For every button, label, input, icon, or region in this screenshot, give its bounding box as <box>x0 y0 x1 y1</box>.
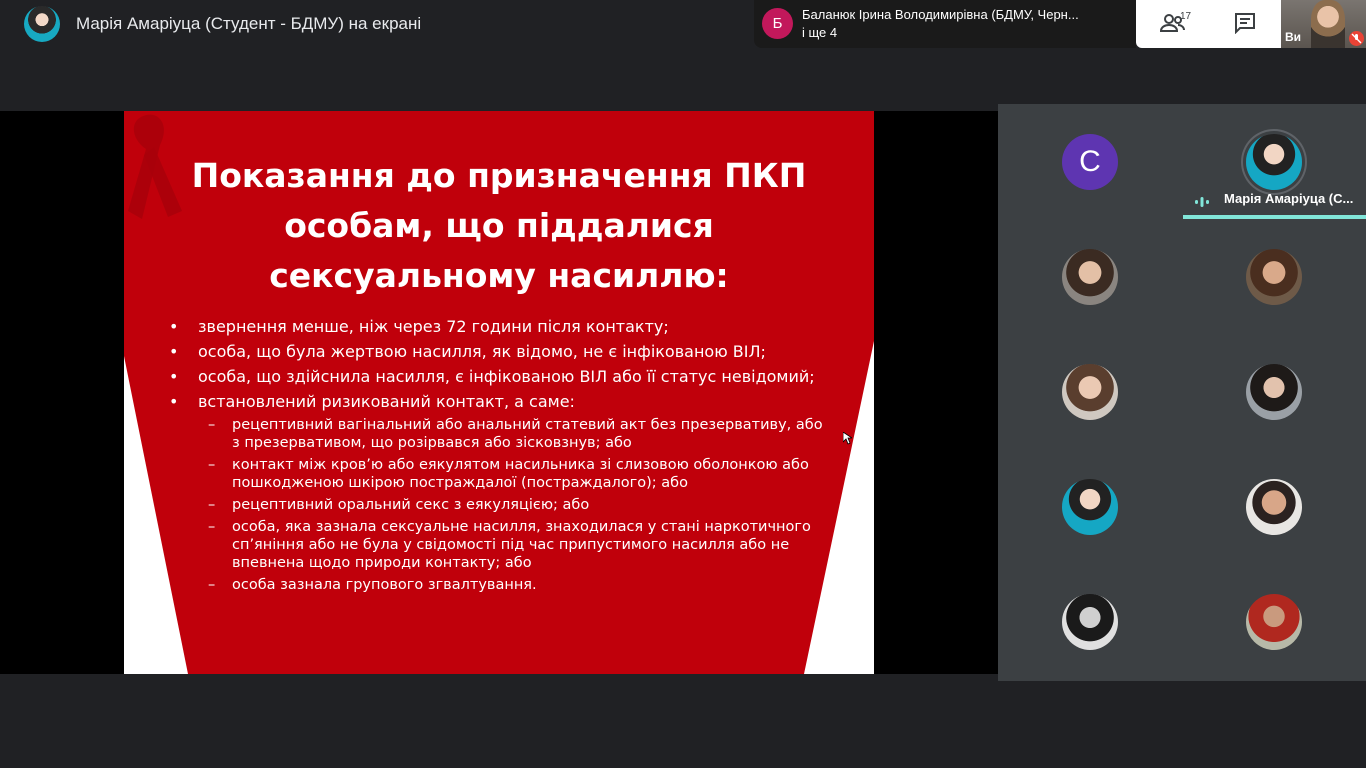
mic-off-badge <box>1349 31 1364 46</box>
slide-bullet-list <box>169 317 829 600</box>
participants-grid <box>998 104 1366 681</box>
slide-bullet: • особа, що здійснила насилля, є інфікованою ВІЛ або її статус невідомий; <box>169 367 829 386</box>
participant-tile[interactable] <box>998 564 1182 679</box>
self-label: Ви <box>1285 30 1302 44</box>
participant-tile[interactable] <box>998 449 1182 564</box>
slide-sub-bullet: – особа зазнала групового згвалтування. <box>208 576 829 594</box>
slide-title: Показання до призначення ПКП особам, що піддалися сексуальному насиллю: <box>191 156 807 295</box>
notification-name: Баланюк Ірина Володимирівна (БДМУ, Черн... <box>802 7 1079 22</box>
participant-tile[interactable] <box>1182 449 1366 564</box>
bottom-area <box>0 681 1366 768</box>
people-count: 17 <box>1180 11 1192 22</box>
slide-sub-bullet: – рецептивний оральний секс з еякуляцією; або <box>208 496 829 514</box>
slide-sub-bullet: – рецептивний вагінальний або анальний статевий акт без презервативу, або з презервативом, що розірвався або зісковзнув; або <box>208 416 829 452</box>
slide-bullet: • особа, що була жертвою насилля, як відомо, не є інфікованою ВІЛ; <box>169 342 829 361</box>
participant-tile[interactable] <box>1182 564 1366 679</box>
active-speaker-bar <box>1183 215 1366 219</box>
participant-tile[interactable] <box>998 104 1182 219</box>
presentation-slide <box>124 111 874 674</box>
top-toolbar <box>1136 0 1281 48</box>
slide-sub-bullet: – особа, яка зазнала сексуальне насилля, знаходилася у стані наркотичного сп’яніння або не була у свідомості під час припустимого насилля або не впевнена щодо природи контакту; або <box>208 518 829 572</box>
participant-tile[interactable] <box>1182 219 1366 334</box>
participant-avatar <box>1246 594 1302 650</box>
self-video <box>1311 0 1345 48</box>
participant-avatar <box>1246 249 1302 305</box>
slide-sub-list <box>208 416 829 594</box>
participant-avatar <box>1246 479 1302 535</box>
slide-bullet-with-subitems <box>169 392 829 594</box>
participant-avatar <box>1246 134 1302 190</box>
slide-bullet-text: встановлений ризикований контакт, а саме: <box>198 392 575 411</box>
participant-tile[interactable] <box>1182 334 1366 449</box>
join-notification[interactable] <box>754 0 1136 48</box>
slide-bullet: • звернення менше, ніж через 72 години після контакту; <box>169 317 829 336</box>
chat-icon <box>1234 12 1256 34</box>
participant-tile[interactable] <box>998 334 1182 449</box>
presenter-title: Марія Амаріуца (Студент - БДМУ) на екрані <box>76 14 422 33</box>
mouse-cursor-icon <box>843 432 852 445</box>
chat-button[interactable] <box>1218 8 1272 40</box>
presenter-avatar <box>24 6 60 42</box>
participant-avatar <box>1062 479 1118 535</box>
mic-off-icon <box>1351 33 1362 44</box>
notification-avatar: Б <box>762 8 793 39</box>
notification-more: і ще 4 <box>802 25 838 40</box>
speaking-indicator-icon <box>1194 197 1210 207</box>
participant-avatar <box>1062 249 1118 305</box>
people-button[interactable] <box>1146 8 1200 40</box>
participant-avatar <box>1062 364 1118 420</box>
participant-letter-avatar: С <box>1062 134 1118 190</box>
participant-tile[interactable] <box>998 219 1182 334</box>
participant-avatar <box>1062 594 1118 650</box>
participant-name: Марія Амаріуца (С... <box>1224 191 1354 206</box>
participant-avatar <box>1246 364 1302 420</box>
slide-sub-bullet: – контакт між кров’ю або еякулятом насильника зі слизовою оболонкою або пошкодженою шкірою постраждалої (постраждалого); або <box>208 456 829 492</box>
participant-tile-active[interactable] <box>1182 104 1366 219</box>
